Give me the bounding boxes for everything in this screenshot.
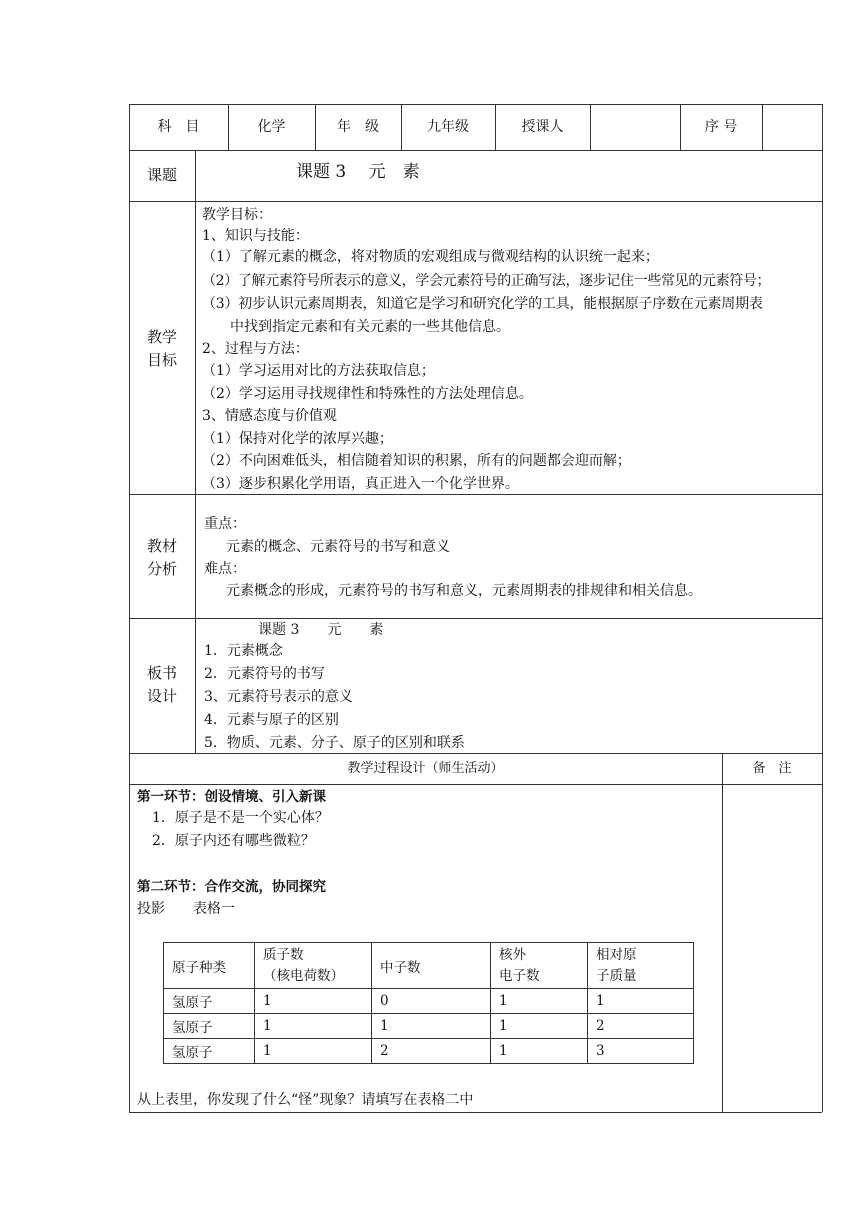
grade-label: 年 级	[337, 119, 379, 135]
section1-item: 1．原子是不是一个实心体？	[152, 810, 329, 826]
table-cell: 氢原子	[164, 989, 255, 1014]
objectives-label-line1: 教学	[146, 328, 177, 346]
board-item: 3、元素符号表示的意义	[204, 689, 353, 705]
objective-line: 2、过程与方法：	[202, 341, 309, 357]
difficulty-text: 元素概念的形成，元素符号的书写和意义，元素周期表的排规律和相关信息。	[226, 583, 702, 599]
process-header: 教学过程设计（师生活动）	[347, 761, 504, 776]
projection-text: 投影 表格一	[137, 901, 235, 917]
table-border	[129, 104, 822, 105]
table-border	[129, 1112, 822, 1113]
table-cell: 1	[372, 1014, 491, 1039]
board-item: 1．元素概念	[204, 643, 283, 659]
board-label-line1: 板书	[146, 664, 177, 682]
table-cell: 2	[372, 1039, 491, 1064]
table-cell: 氢原子	[164, 1014, 255, 1039]
objective-line: （1）保持对化学的浓厚兴趣；	[202, 431, 393, 447]
table-border	[762, 104, 763, 150]
table-header-cell: 质子数 （核电荷数）	[255, 943, 372, 989]
key-point-text: 元素的概念、元素符号的书写和意义	[226, 539, 450, 555]
board-item: 2．元素符号的书写	[204, 666, 325, 682]
subject-value: 化学	[257, 119, 286, 135]
atom-comparison-table	[163, 942, 694, 1064]
notes-header: 备 注	[752, 761, 792, 776]
table-border	[590, 104, 591, 150]
board-item: 4．元素与原子的区别	[204, 712, 339, 728]
section1-title: 第一环节：创设情境、引入新课	[137, 789, 326, 805]
table-cell: 1	[588, 989, 694, 1014]
table-border	[195, 150, 196, 753]
board-item: 5．物质、元素、分子、原子的区别和联系	[204, 735, 465, 751]
subject-label: 科 目	[157, 119, 200, 135]
objective-line: （1）了解元素的概念，将对物质的宏观组成与微观结构的认识统一起来；	[202, 249, 659, 265]
table-row	[164, 1014, 694, 1039]
table-cell: 1	[255, 1039, 372, 1064]
objective-line: （2）了解元素符号所表示的意义，学会元素符号的正确写法，逐步记住一些常见的元素符号；	[202, 273, 771, 289]
table-border	[129, 201, 822, 202]
objective-line: （2）学习运用寻找规律性和特殊性的方法处理信息。	[202, 386, 533, 402]
table-header-cell: 中子数	[372, 943, 491, 989]
board-title: 课题 3 元 素	[258, 622, 384, 638]
table-cell: 2	[588, 1014, 694, 1039]
teacher-label: 授课人	[521, 119, 564, 135]
table-border	[129, 618, 822, 619]
analysis-label-line1: 教材	[146, 537, 177, 555]
table-header-cell: 核外 电子数	[491, 943, 588, 989]
table-border	[129, 150, 822, 151]
topic-title: 课题 3 元 素	[296, 162, 420, 182]
objective-line: 中找到指定元素和有关元素的一些其他信息。	[202, 319, 510, 335]
table-cell: 0	[372, 989, 491, 1014]
table-header-row	[164, 943, 694, 989]
question-text: 从上表里，你发现了什么“怪”现象？请填写在表格二中	[137, 1092, 474, 1108]
objective-line: （2）不向困难低头，相信随着知识的积累，所有的问题都会迎而解；	[202, 453, 631, 469]
table-cell: 1	[491, 1039, 588, 1064]
board-label-line2: 设计	[146, 687, 177, 705]
serial-label: 序 号	[704, 119, 738, 135]
table-border	[822, 104, 823, 1112]
difficulty-label: 难点：	[204, 561, 246, 577]
objective-line: 3、情感态度与价值观	[202, 408, 337, 424]
section1-item: 2．原子内还有哪些微粒？	[152, 833, 315, 849]
table-cell: 1	[255, 989, 372, 1014]
table-row	[164, 989, 694, 1014]
table-row	[164, 1039, 694, 1064]
table-header-cell: 原子种类	[164, 943, 255, 989]
table-cell: 1	[491, 989, 588, 1014]
table-cell: 1	[255, 1014, 372, 1039]
table-cell: 1	[491, 1014, 588, 1039]
objectives-label-line2: 目标	[146, 351, 177, 369]
table-border	[129, 104, 130, 1112]
table-cell: 3	[588, 1039, 694, 1064]
section2-title: 第二环节：合作交流，协同探究	[137, 879, 326, 895]
analysis-label-line2: 分析	[146, 560, 177, 578]
grade-value: 九年级	[427, 119, 469, 135]
objective-line: （1）学习运用对比的方法获取信息；	[202, 363, 435, 379]
table-border	[722, 753, 723, 1112]
topic-label: 课题	[146, 166, 177, 184]
table-border	[129, 753, 822, 754]
objective-line: 1、知识与技能：	[202, 228, 309, 244]
table-border	[129, 784, 822, 785]
key-point-label: 重点：	[204, 516, 246, 532]
objective-line: （3）逐步积累化学用语，真正进入一个化学世界。	[202, 476, 519, 492]
table-cell: 氢原子	[164, 1039, 255, 1064]
table-header-cell: 相对原 子质量	[588, 943, 694, 989]
objective-line: （3）初步认识元素周期表，知道它是学习和研究化学的工具，能根据原子序数在元素周期表	[202, 296, 763, 312]
objective-line: 教学目标：	[202, 207, 272, 223]
